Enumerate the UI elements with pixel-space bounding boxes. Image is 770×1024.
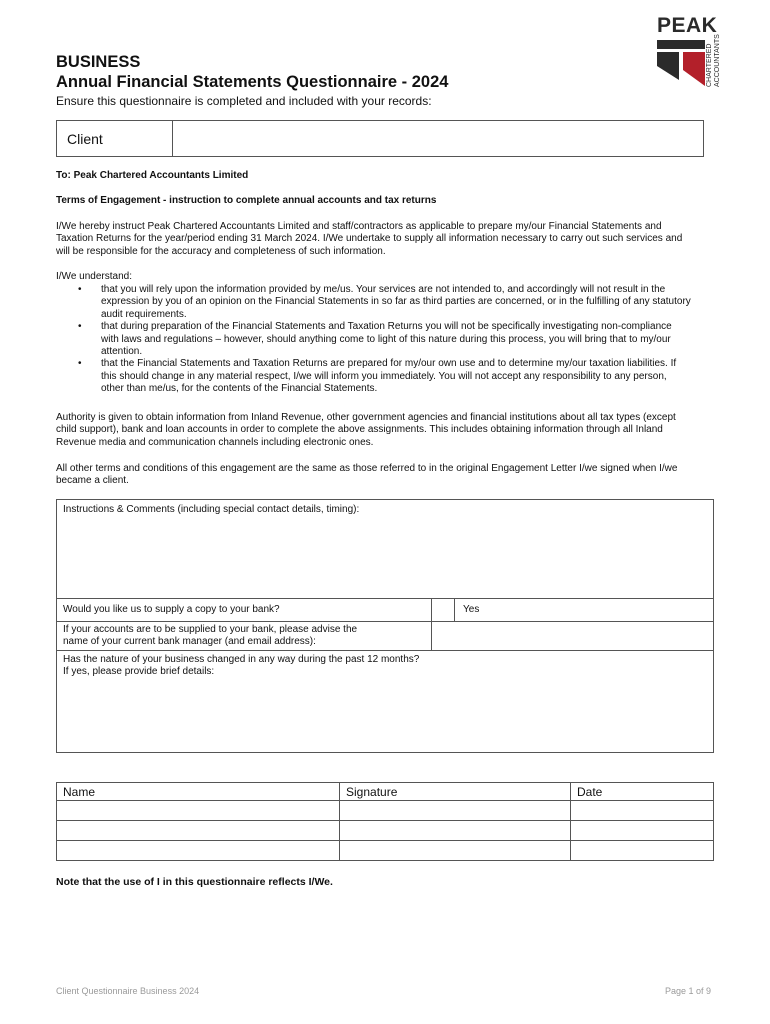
page-title-line-1: BUSINESS (56, 53, 141, 71)
logo-tagline-2: ACCOUNTANTS (714, 34, 721, 87)
signoff-date-input[interactable] (571, 821, 714, 841)
logo-wordmark: PEAK (657, 14, 718, 37)
understand-item: • that you will rely upon the information provided by me/us. Your services are not intended to, and accordingly will not result in the expression by you of an opinion on the Financial Statements in so far as third parties are concerned, or in the fulfilling of any statutory audit requirements. (56, 284, 691, 321)
table-row (57, 801, 714, 821)
client-table (56, 120, 704, 157)
nature-change-label-1: Has the nature of your business changed in any way during the past 12 months? (63, 654, 420, 665)
signoff-name-input[interactable] (57, 841, 340, 861)
client-input[interactable] (173, 121, 704, 157)
signoff-date-input[interactable] (571, 801, 714, 821)
terms-heading: Terms of Engagement - instruction to complete annual accounts and tax returns (56, 195, 437, 206)
to-line: To: Peak Chartered Accountants Limited (56, 170, 249, 181)
bank-manager-label (57, 622, 432, 651)
understand-list (56, 284, 691, 396)
signoff-header-signature: Signature (340, 783, 571, 801)
instructions-field[interactable] (57, 500, 714, 599)
signoff-header-date: Date (571, 783, 714, 801)
logo-tagline-1: CHARTERED (706, 43, 713, 87)
signoff-signature-input[interactable] (340, 841, 571, 861)
other-terms-paragraph: All other terms and conditions of this engagement are the same as those referred to in the original Engagement Letter I/we signed when I/we became a client. (56, 463, 678, 487)
understand-item: • that during preparation of the Financial Statements and Taxation Returns you will not be specifically investigating non-compliance with laws and regulations – however, should anything come to light of this nature during this process, you will bring that to my/our attention. (56, 321, 691, 358)
page-number: Page 1 of 9 (665, 986, 712, 996)
logo-tagline (706, 34, 726, 87)
bank-manager-input[interactable] (432, 622, 714, 651)
signoff-signature-input[interactable] (340, 801, 571, 821)
logo-mark-icon (657, 40, 705, 88)
understand-item: • that the Financial Statements and Taxation Returns are prepared for my/our own use and to determine my/our taxation liabilities. If this should change in any material respect, I/we will inform you immediately. You will not accept any responsibility to any person, other than me/us, for the contents of the Financial Statements. (56, 358, 691, 395)
signoff-header-name: Name (57, 783, 340, 801)
page-title-line-2: Annual Financial Statements Questionnaire - 2024 (56, 73, 449, 91)
instructions-label: Instructions & Comments (including special contact details, timing): (63, 504, 360, 515)
authority-paragraph: Authority is given to obtain information from Inland Revenue, other government agencies and financial institutions about all tax types (except child support), bank and loan accounts in order to complete the above assignments. This includes obtaining information through all Inland Revenue media and communication channels including electronic ones. (56, 412, 676, 448)
nature-change-label-2: If yes, please provide brief details: (63, 666, 215, 678)
client-label: Client (57, 121, 173, 157)
peak-logo (655, 14, 727, 86)
usage-note: Note that the use of I in this questionnaire reflects I/We. (56, 876, 333, 888)
signoff-name-input[interactable] (57, 821, 340, 841)
footer-left: Client Questionnaire Business 2024 (56, 986, 200, 996)
bank-copy-question: Would you like us to supply a copy to your bank? (57, 599, 432, 622)
bank-manager-label-line-1: If your accounts are to be supplied to your bank, please advise the (63, 623, 358, 635)
signoff-name-input[interactable] (57, 801, 340, 821)
nature-change-field[interactable] (57, 651, 714, 753)
details-form (56, 499, 714, 753)
signoff-signature-input[interactable] (340, 821, 571, 841)
table-row (57, 821, 714, 841)
signoff-date-input[interactable] (571, 841, 714, 861)
signoff-table (56, 782, 714, 861)
table-row (57, 841, 714, 861)
understand-intro: I/We understand: (56, 271, 132, 282)
bank-copy-checkbox[interactable] (432, 599, 455, 622)
bank-manager-label-line-2: name of your current bank manager (and email address): (63, 636, 316, 647)
instruction-paragraph: I/We hereby instruct Peak Chartered Accountants Limited and staff/contractors as applicable to prepare my/our Financial Statements and Taxation Returns for the year/period ending 31 March 2024. I/We undertake to supply all information necessary to carry out such services and will be responsible for the accuracy and completeness of such information. (56, 221, 683, 257)
page-subtitle: Ensure this questionnaire is completed and included with your records: (56, 94, 432, 108)
bank-copy-yes-label: Yes (455, 599, 714, 622)
